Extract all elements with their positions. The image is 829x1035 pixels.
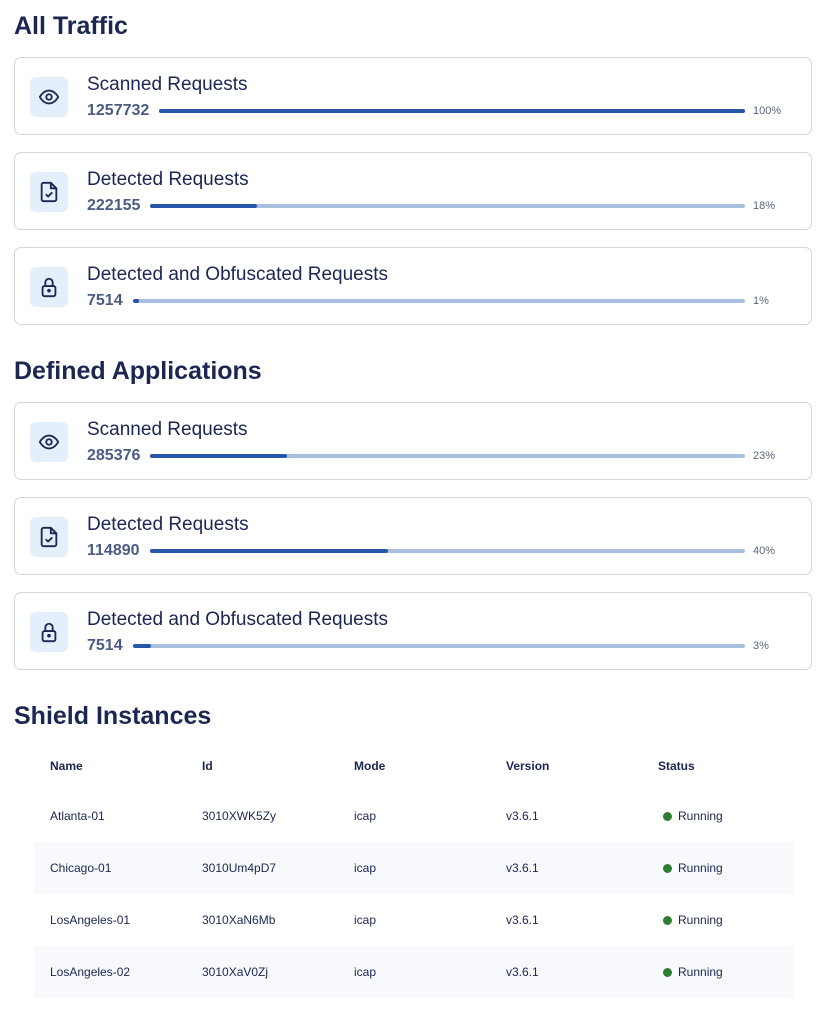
file-check-icon [30,517,68,557]
progress-fill [150,549,388,553]
table-row[interactable] [34,842,794,894]
status-dot-icon [663,812,672,821]
instance-version: v3.6.1 [506,809,539,823]
defined-apps-detected-card [14,497,812,575]
progress-fill [159,109,745,113]
eye-icon [30,77,68,117]
status-dot-icon [663,864,672,873]
card-label: Detected and Obfuscated Requests [87,609,389,630]
all-traffic-obfuscated-card [14,247,812,325]
lock-icon [30,267,68,307]
status-text: Running [678,965,723,979]
card-percent: 3% [753,640,769,652]
status-text: Running [678,809,723,823]
progress-track [150,549,745,553]
instance-status [642,913,794,927]
instance-name: LosAngeles-01 [50,913,131,927]
instance-version: v3.6.1 [506,861,539,875]
column-header-name[interactable]: Name [50,759,83,773]
table-row[interactable] [34,790,794,842]
progress-track [133,644,745,648]
card-value: 222155 [87,197,141,214]
instance-version: v3.6.1 [506,965,539,979]
card-value: 285376 [87,447,141,464]
instance-name: LosAngeles-02 [50,965,131,979]
card-progress-row [87,196,791,216]
instance-id: 3010XaN6Mb [202,913,276,927]
instance-mode: icap [354,913,377,927]
instance-mode: icap [354,861,377,875]
card-progress-row [87,446,791,466]
defined-apps-obfuscated-card [14,592,812,670]
instance-status [642,965,794,979]
progress-fill [150,204,257,208]
card-label: Detected and Obfuscated Requests [87,264,389,285]
card-value: 114890 [87,542,140,559]
instance-name: Chicago-01 [50,861,112,875]
card-label: Detected Requests [87,514,249,535]
column-header-id[interactable]: Id [202,759,213,773]
instance-name: Atlanta-01 [50,809,105,823]
instance-id: 3010XaV0Zj [202,965,269,979]
defined-apps-scanned-card [14,402,812,480]
instance-mode: icap [354,809,377,823]
column-header-version[interactable]: Version [506,759,550,773]
instance-version: v3.6.1 [506,913,539,927]
progress-track [150,454,745,458]
file-check-icon [30,172,68,212]
lock-icon [30,612,68,652]
card-value: 1257732 [87,102,150,119]
shield-instances-title: Shield Instances [14,702,212,730]
status-text: Running [678,913,723,927]
card-value: 7514 [87,637,123,654]
card-percent: 23% [753,450,776,462]
column-header-status[interactable]: Status [658,759,695,773]
table-row[interactable] [34,894,794,946]
progress-fill [133,299,139,303]
progress-track [150,204,745,208]
defined-applications-title: Defined Applications [14,357,262,385]
card-value: 7514 [87,292,123,309]
instance-id: 3010Um4pD7 [202,861,277,875]
card-progress-row [87,636,791,656]
progress-fill [150,454,287,458]
status-text: Running [678,861,723,875]
eye-icon [30,422,68,462]
status-dot-icon [663,968,672,977]
table-header [34,742,794,790]
column-header-mode[interactable]: Mode [354,759,386,773]
card-percent: 18% [753,200,776,212]
progress-track [159,109,745,113]
shield-instances-table [34,742,794,998]
card-label: Detected Requests [87,169,249,190]
card-label: Scanned Requests [87,74,248,95]
card-percent: 40% [753,545,776,557]
instance-status [642,861,794,875]
all-traffic-title: All Traffic [14,12,128,40]
status-dot-icon [663,916,672,925]
card-label: Scanned Requests [87,419,248,440]
card-progress-row [87,101,791,121]
card-percent: 1% [753,295,769,307]
card-progress-row [87,541,791,561]
instance-id: 3010XWK5Zy [202,809,277,823]
progress-fill [133,644,151,648]
progress-track [133,299,745,303]
instance-status [642,809,794,823]
card-progress-row [87,291,791,311]
card-percent: 100% [753,105,782,117]
table-row[interactable] [34,946,794,998]
all-traffic-scanned-card [14,57,812,135]
all-traffic-detected-card [14,152,812,230]
instance-mode: icap [354,965,377,979]
